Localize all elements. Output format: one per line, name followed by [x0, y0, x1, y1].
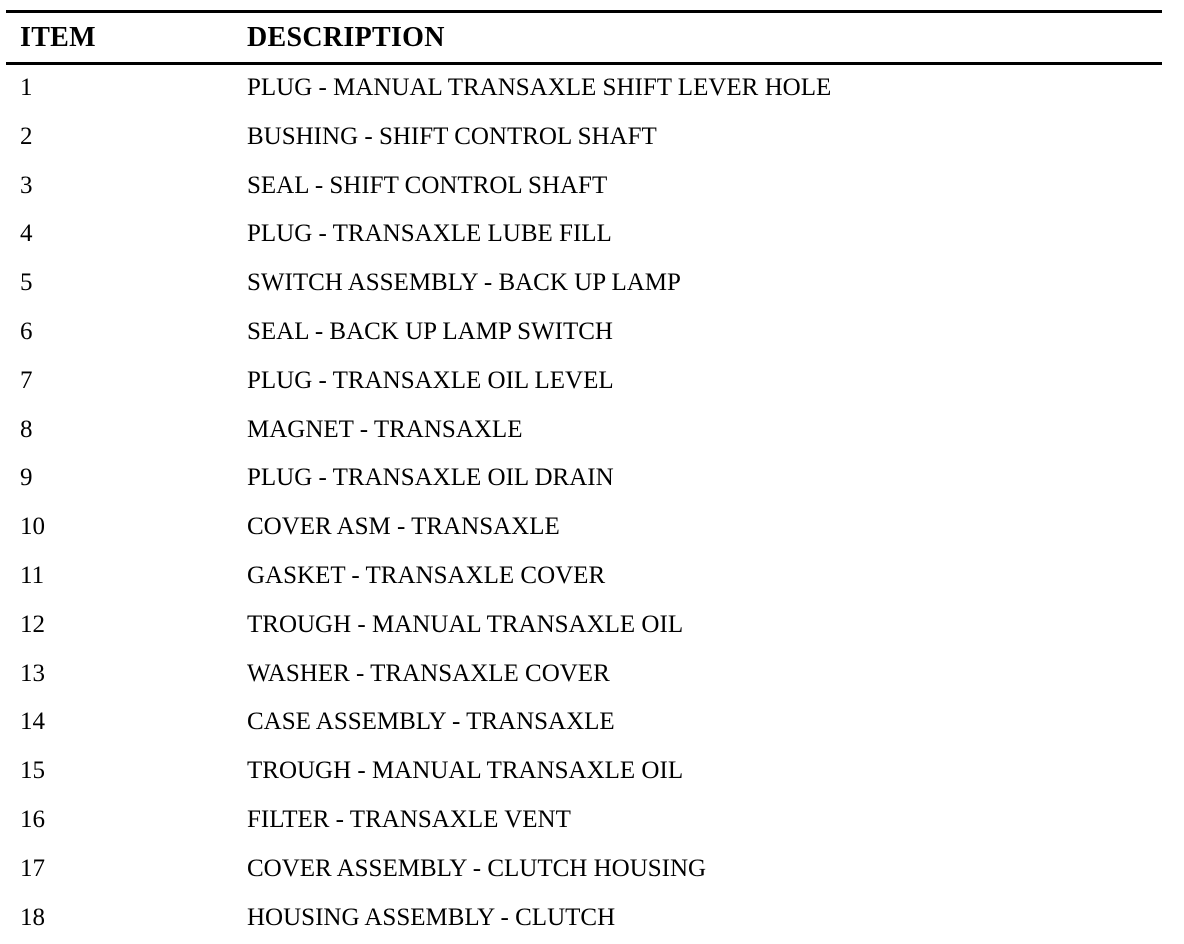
- table-row: [0, 749, 1184, 798]
- item-description: TROUGH - MANUAL TRANSAXLE OIL: [247, 757, 684, 785]
- table-row: [0, 66, 1184, 115]
- table-row: [0, 554, 1184, 603]
- item-number: 16: [20, 805, 45, 833]
- table-row: [0, 847, 1184, 896]
- table-row: [0, 603, 1184, 652]
- table-row: [0, 164, 1184, 213]
- item-description: TROUGH - MANUAL TRANSAXLE OIL: [247, 610, 684, 638]
- item-number: 15: [20, 757, 45, 785]
- item-number: 3: [20, 171, 33, 199]
- table-row: [0, 456, 1184, 505]
- item-description: FILTER - TRANSAXLE VENT: [247, 805, 571, 833]
- item-number: 4: [20, 220, 33, 248]
- table-header: [0, 18, 1184, 58]
- item-description: PLUG - MANUAL TRANSAXLE SHIFT LEVER HOLE: [247, 74, 832, 101]
- item-number: 10: [20, 513, 45, 541]
- header-rule: [6, 62, 1162, 65]
- item-description: WASHER - TRANSAXLE COVER: [247, 659, 610, 687]
- item-description: PLUG - TRANSAXLE LUBE FILL: [247, 220, 612, 248]
- item-description: PLUG - TRANSAXLE OIL LEVEL: [247, 366, 614, 394]
- header-description: DESCRIPTION: [247, 22, 445, 53]
- table-row: [0, 798, 1184, 847]
- header-item: ITEM: [20, 22, 96, 53]
- item-description: SWITCH ASSEMBLY - BACK UP LAMP: [247, 269, 681, 297]
- item-number: 9: [20, 464, 33, 492]
- item-number: 1: [20, 74, 33, 101]
- table-row: [0, 115, 1184, 164]
- item-number: 18: [20, 903, 45, 931]
- item-number: 12: [20, 610, 45, 638]
- item-description: BUSHING - SHIFT CONTROL SHAFT: [247, 122, 657, 150]
- table-row: [0, 652, 1184, 701]
- item-number: 8: [20, 415, 33, 443]
- item-description: HOUSING ASSEMBLY - CLUTCH: [247, 903, 616, 931]
- item-description: SEAL - BACK UP LAMP SWITCH: [247, 317, 613, 345]
- table-row: [0, 408, 1184, 457]
- item-description: COVER ASM - TRANSAXLE: [247, 513, 560, 541]
- item-number: 2: [20, 122, 33, 150]
- table-row: [0, 212, 1184, 261]
- item-description: PLUG - TRANSAXLE OIL DRAIN: [247, 464, 614, 492]
- top-rule: [6, 10, 1162, 13]
- table-row: [0, 505, 1184, 554]
- item-description: MAGNET - TRANSAXLE: [247, 415, 523, 443]
- item-number: 14: [20, 708, 45, 736]
- item-description: SEAL - SHIFT CONTROL SHAFT: [247, 171, 608, 199]
- item-number: 17: [20, 854, 45, 882]
- item-number: 7: [20, 366, 33, 394]
- table-row: [0, 310, 1184, 359]
- item-description: COVER ASSEMBLY - CLUTCH HOUSING: [247, 854, 707, 882]
- table-row: [0, 700, 1184, 749]
- item-description: CASE ASSEMBLY - TRANSAXLE: [247, 708, 615, 736]
- table-row: [0, 261, 1184, 310]
- item-number: 13: [20, 659, 45, 687]
- item-description: GASKET - TRANSAXLE COVER: [247, 561, 606, 589]
- item-number: 11: [20, 561, 45, 589]
- table-row: [0, 896, 1184, 944]
- item-number: 6: [20, 317, 33, 345]
- table-body: [0, 66, 1184, 944]
- item-number: 5: [20, 269, 33, 297]
- table-row: [0, 359, 1184, 408]
